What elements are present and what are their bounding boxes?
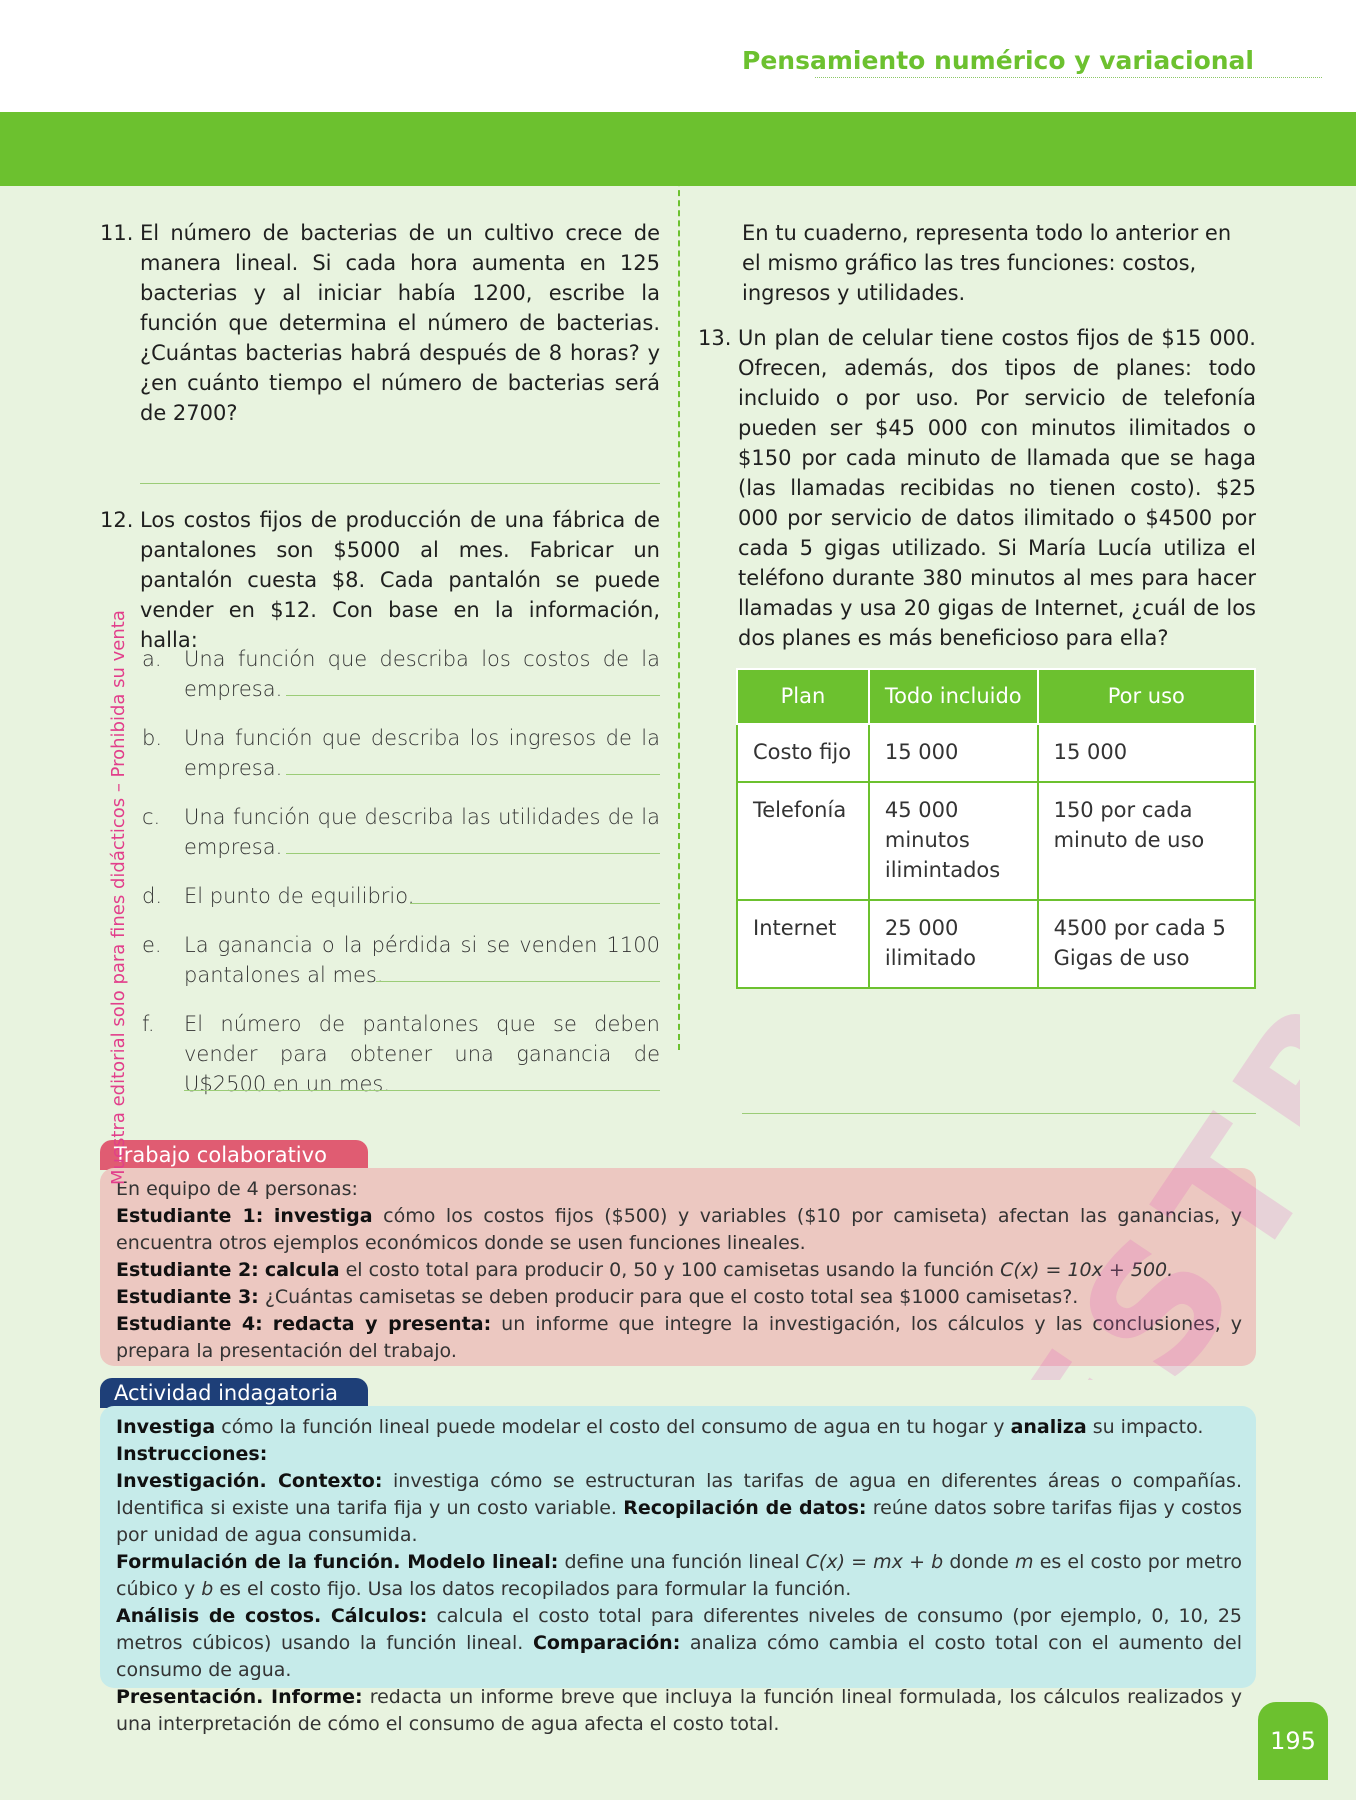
question-text: Los costos fijos de producción de una fábrica de pantalones son $5000 al mes. Fabricar un pantalón cuesta $8. Cada pantalón se puede vender en $12. Con base en la información, halla: xyxy=(140,508,660,652)
item-letter: d. xyxy=(142,884,163,908)
item-text: Una función que describa los costos de la empresa. xyxy=(184,647,660,701)
header-por-uso: Por uso xyxy=(1038,669,1255,724)
section-title: Pensamiento numérico y variacional xyxy=(742,46,1254,75)
item-text: Una función que describa las utilidades de la empresa. xyxy=(184,805,660,859)
table-row xyxy=(737,900,1255,988)
collab-intro: En equipo de 4 personas: xyxy=(116,1178,358,1200)
inquiry-box xyxy=(100,1406,1256,1735)
label: Estudiante 4: xyxy=(116,1313,263,1335)
text: un informe que integre la investigación, los cálculos y las conclusiones, y prepara la presentación del trabajo. xyxy=(116,1313,1242,1362)
collab-student-2 xyxy=(116,1257,1242,1284)
label: Estudiante 3: xyxy=(116,1286,259,1308)
table-header-row xyxy=(737,669,1255,724)
collab-student-1 xyxy=(116,1203,1242,1257)
item-text: La ganancia o la pérdida si se venden 1100 pantalones al mes. xyxy=(184,933,660,987)
item-letter: b. xyxy=(142,726,163,750)
table-cell: Costo fijo xyxy=(737,724,869,782)
header-rule xyxy=(815,77,1322,78)
item-letter: f. xyxy=(142,1012,155,1036)
column-divider xyxy=(678,150,680,1050)
answer-line[interactable] xyxy=(140,483,660,484)
side-note-text: Muestra editorial solo para fines didácticos – Prohibida su venta xyxy=(108,610,129,1185)
answer-line-f[interactable] xyxy=(184,1090,660,1091)
table-cell: 45 000 minutos ilimintados xyxy=(869,782,1038,900)
header-plan: Plan xyxy=(737,669,869,724)
question-12-continuation xyxy=(742,218,1256,308)
item-letter: a. xyxy=(142,647,162,671)
item-text: El número de pantalones que se deben vender para obtener una ganancia de U$2500 en un mes. xyxy=(184,1012,660,1096)
text: cómo los costos fijos ($500) y variables ($10 por camiseta) afectan las ganancias, y encuentra otros ejemplos económicos donde se usen funciones lineales. xyxy=(116,1205,1242,1254)
inquiry-title: Actividad indagatoria xyxy=(114,1381,339,1405)
table-cell: 15 000 xyxy=(1038,724,1255,782)
question-number: 13. xyxy=(698,326,732,350)
page-number: 195 xyxy=(1258,1702,1328,1780)
inquiry-instructions-label: Instrucciones: xyxy=(116,1443,268,1465)
header-todo-incluido: Todo incluido xyxy=(869,669,1038,724)
verb: calcula xyxy=(264,1259,340,1281)
answer-line-d[interactable] xyxy=(410,903,660,904)
table-row xyxy=(737,782,1255,900)
text: el costo total para producir 0, 50 y 100 camisetas usando la función xyxy=(345,1259,995,1281)
answer-line-e[interactable] xyxy=(376,981,660,982)
answer-line-b[interactable] xyxy=(286,774,660,775)
question-12 xyxy=(100,505,660,655)
inquiry-tab xyxy=(100,1378,368,1408)
label: Estudiante 2: xyxy=(116,1259,259,1281)
label: Estudiante 1: xyxy=(116,1205,264,1227)
collab-tab xyxy=(100,1140,368,1170)
item-letter: c. xyxy=(142,805,161,829)
inquiry-step-analysis: Análisis de costos. Cálculos: calcula el costo total para diferentes niveles de consumo (por ejemplo, 0, 10, 25 metros cúbicos) usando la función lineal. Comparación: analiza cómo cambia el costo total con el aumento del consumo de agua. xyxy=(116,1605,1243,1681)
inquiry-step-presentation: Presentación. Informe: redacta un informe breve que incluya la función lineal formulada, los cálculos realizados y una interpretación de cómo el consumo de agua afecta el costo total. xyxy=(116,1686,1242,1735)
table-row xyxy=(737,724,1255,782)
collab-title: Trabajo colaborativo xyxy=(114,1143,327,1167)
table-cell: Internet xyxy=(737,900,869,988)
question-text: El número de bacterias de un cultivo crece de manera lineal. Si cada hora aumenta en 125 bacterias y al iniciar había 1200, escribe la función que determina el número de bacterias. ¿Cuántas bacterias habrá después de 8 horas? y ¿en cuánto tiempo el número de bacterias será de 2700? xyxy=(140,221,660,425)
table-cell: Telefonía xyxy=(737,782,869,900)
question-number: 12. xyxy=(100,508,134,532)
inquiry-step-formulation: Formulación de la función. Modelo lineal: define una función lineal C(x) = mx + b donde m es el costo por metro cúbico y b es el costo fijo. Usa los datos recopilados para formular la función. xyxy=(116,1551,1243,1600)
verb: redacta y presenta: xyxy=(272,1313,492,1335)
sub-item-d xyxy=(142,881,660,911)
collab-box xyxy=(100,1168,1256,1366)
question-13 xyxy=(698,323,1256,653)
item-text: Una función que describa los ingresos de la empresa. xyxy=(184,726,660,780)
question-11 xyxy=(100,218,660,428)
answer-line-c[interactable] xyxy=(286,853,660,854)
item-text: El punto de equilibrio. xyxy=(184,884,415,908)
text: ¿Cuántas camisetas se deben producir para que el costo total sea $1000 camisetas?. xyxy=(264,1286,1079,1308)
formula: C(x) = 10x + 500. xyxy=(1000,1259,1174,1281)
item-letter: e. xyxy=(142,933,162,957)
inquiry-intro: Investiga cómo la función lineal puede modelar el costo del consumo de agua en tu hogar y analiza su impacto. xyxy=(116,1416,1204,1438)
table-cell: 150 por cada minuto de uso xyxy=(1038,782,1255,900)
table-cell: 4500 por cada 5 Gigas de uso xyxy=(1038,900,1255,988)
question-text: Un plan de celular tiene costos fijos de $15 000. Ofrecen, además, dos tipos de planes: todo incluido o por uso. Por servicio de telefonía pueden ser $45 000 con minutos ilimitados o $150 por cada minuto de llamada que se haga (las llamadas recibidas no tienen costo). $25 000 por servicio de datos ilimitado o $4500 por cada 5 gigas utilizado. Si María Lucía utiliza el teléfono durante 380 minutos al mes para hacer llamadas y usa 20 gigas de Internet, ¿cuál de los dos planes es más beneficioso para ella? xyxy=(738,326,1256,650)
answer-line-13[interactable] xyxy=(742,1113,1256,1114)
question-number: 11. xyxy=(100,221,134,245)
collab-student-4 xyxy=(116,1311,1242,1365)
plans-table xyxy=(736,668,1256,989)
continuation-text: En tu cuaderno, representa todo lo anterior en el mismo gráfico las tres funciones: costos, ingresos y utilidades. xyxy=(742,221,1232,305)
collab-student-3 xyxy=(116,1284,1242,1311)
inquiry-step-research: Investigación. Contexto: investiga cómo se estructuran las tarifas de agua en diferentes áreas o compañías. Identifica si existe una tarifa fija y un costo variable. Recopilación de datos: reúne datos sobre tarifas fijas y costos por unidad de agua consumida. xyxy=(116,1470,1243,1546)
sub-item-f xyxy=(142,1009,660,1099)
table-cell: 15 000 xyxy=(869,724,1038,782)
answer-line-a[interactable] xyxy=(286,695,660,696)
table-cell: 25 000 ilimitado xyxy=(869,900,1038,988)
verb: investiga xyxy=(273,1205,373,1227)
